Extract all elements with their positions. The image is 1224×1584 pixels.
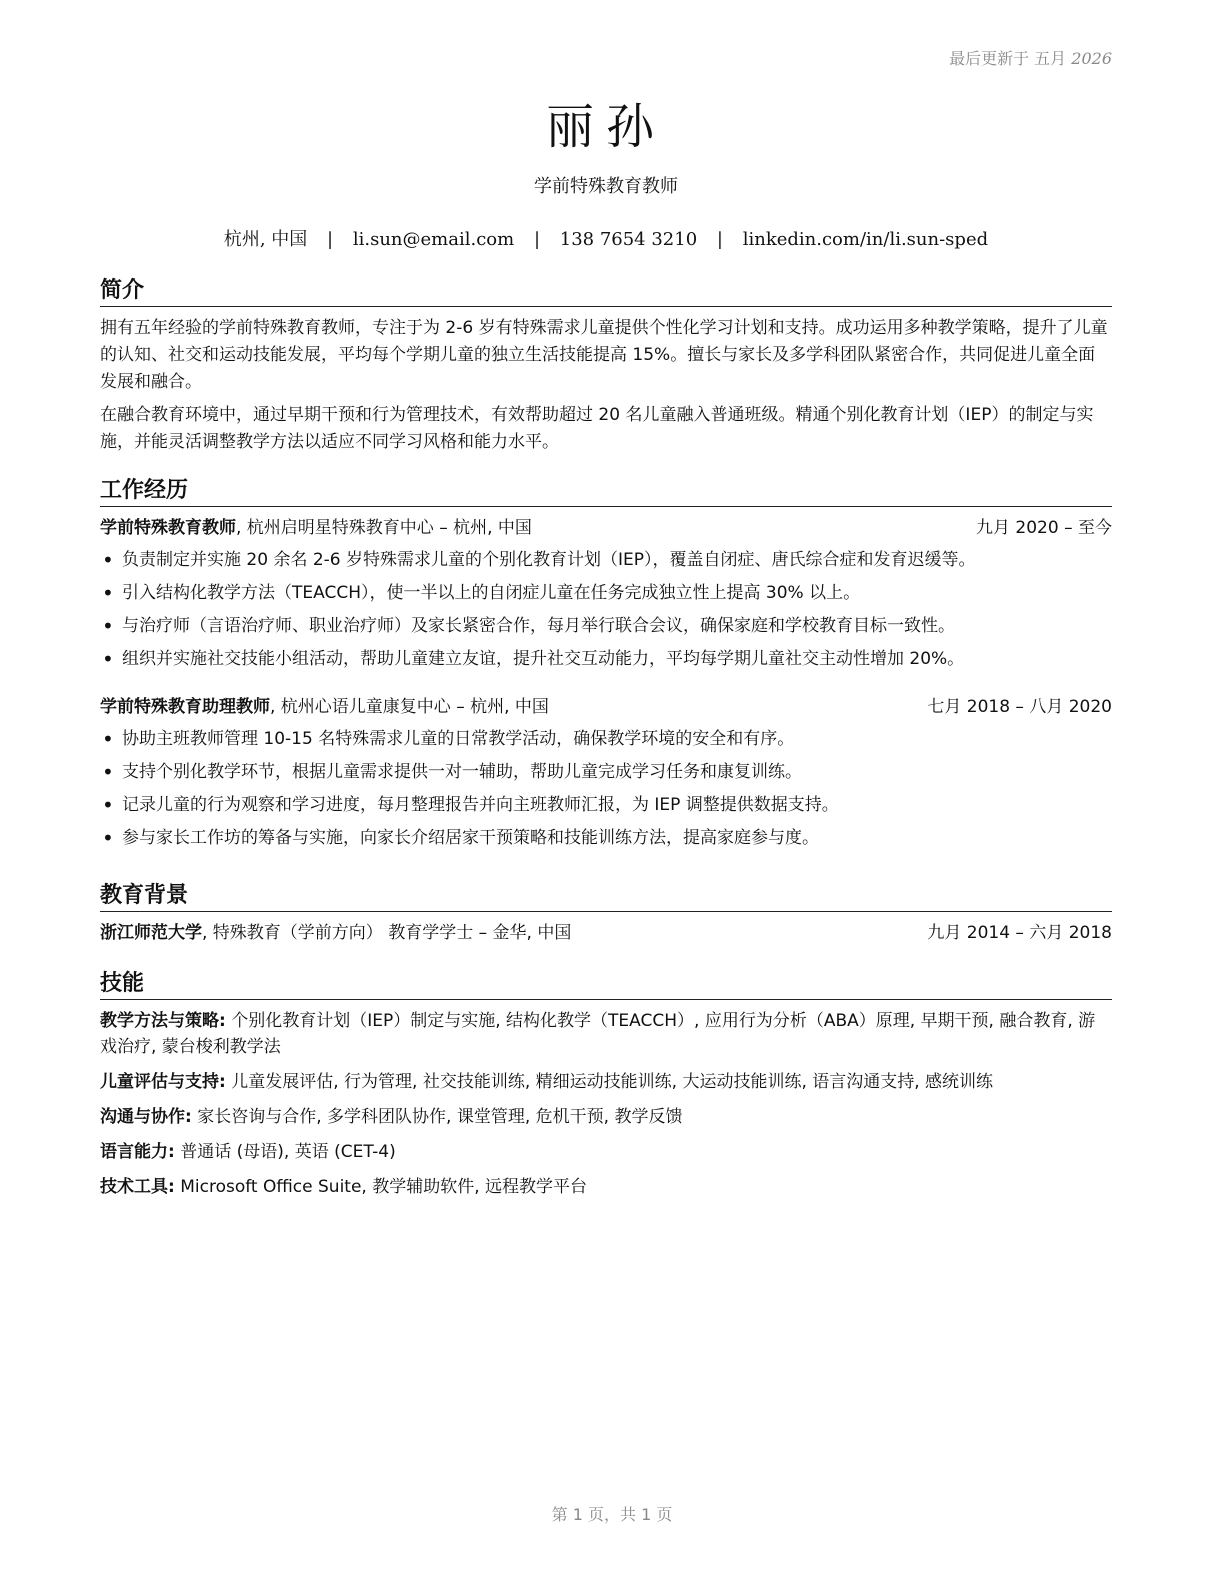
experience-section bbox=[100, 476, 1112, 855]
education-section bbox=[100, 881, 1112, 946]
contact-phone: 138 7654 3210 bbox=[559, 229, 698, 250]
job-dates: 九月 2020 – 至今 bbox=[976, 518, 1112, 538]
skill-row bbox=[100, 1069, 1112, 1095]
job-role: 学前特殊教育助理教师 bbox=[100, 697, 270, 717]
education-dates: 九月 2014 – 六月 2018 bbox=[927, 923, 1112, 943]
last-updated-prefix: 最后更新于 五月 bbox=[949, 49, 1067, 68]
skill-row bbox=[100, 1104, 1112, 1130]
bullet-item: • 引入结构化教学方法（TEACCH），使一半以上的自闭症儿童在任务完成独立性上提高 30% 以上。 bbox=[100, 577, 1112, 610]
contact-email[interactable]: li.sun@email.com bbox=[352, 229, 515, 250]
skill-value: 儿童发展评估, 行为管理, 社交技能训练, 精细运动技能训练, 大运动技能训练, 语言沟通支持, 感统训练 bbox=[225, 1072, 994, 1092]
bullet-item: • 负责制定并实施 20 余名 2-6 岁特殊需求儿童的个别化教育计划（IEP），覆盖自闭症、唐氏综合症和发育迟缓等。 bbox=[100, 544, 1112, 577]
section-title: 技能 bbox=[100, 969, 1112, 1000]
job-bullets bbox=[100, 544, 1112, 676]
bullet-item: • 记录儿童的行为观察和学习进度，每月整理报告并向主班教师汇报，为 IEP 调整提供数据支持。 bbox=[100, 789, 1112, 822]
skills-section bbox=[100, 969, 1112, 1209]
bullet-item: • 支持个别化教学环节，根据儿童需求提供一对一辅助，帮助儿童完成学习任务和康复训练。 bbox=[100, 756, 1112, 789]
education-line bbox=[100, 920, 571, 946]
skill-row bbox=[100, 1139, 1112, 1165]
skill-label: 沟通与协作: bbox=[100, 1107, 192, 1127]
job-org: , 杭州启明星特殊教育中心 – 杭州, 中国 bbox=[236, 518, 532, 538]
job-title-line bbox=[100, 694, 549, 720]
person-name: 丽孙 bbox=[545, 99, 666, 155]
last-updated bbox=[949, 46, 1112, 69]
education-entry bbox=[100, 920, 1112, 946]
skill-label: 教学方法与策略: bbox=[100, 1011, 226, 1031]
bullet-item: • 协助主班教师管理 10-15 名特殊需求儿童的日常教学活动，确保教学环境的安全和有序。 bbox=[100, 723, 1112, 756]
contact-separator: | bbox=[716, 229, 723, 250]
page-footer: 第 1 页，共 1 页 bbox=[551, 1505, 673, 1524]
skill-value: Microsoft Office Suite, 教学辅助软件, 远程教学平台 bbox=[174, 1177, 588, 1197]
last-updated-year: 2026 bbox=[1071, 49, 1112, 68]
skill-value: 家长咨询与合作, 多学科团队协作, 课堂管理, 危机干预, 教学反馈 bbox=[191, 1107, 683, 1127]
section-title: 工作经历 bbox=[100, 476, 1112, 507]
contact-location: 杭州, 中国 bbox=[223, 229, 308, 250]
skill-label: 语言能力: bbox=[100, 1142, 175, 1162]
summary-paragraph: 拥有五年经验的学前特殊教育教师，专注于为 2-6 岁有特殊需求儿童提供个性化学习计划和支持。成功运用多种教学策略，提升了儿童的认知、社交和运动技能发展，平均每个学期儿童的独立生活技能提高 15%。擅长与家长及多学科团队紧密合作，共同促进儿童全面发展和融合。 bbox=[100, 318, 1108, 392]
job-entry bbox=[100, 515, 1112, 676]
job-org: , 杭州心语儿童康复中心 – 杭州, 中国 bbox=[270, 697, 549, 717]
skill-row bbox=[100, 1008, 1112, 1060]
job-header bbox=[100, 515, 1112, 541]
contact-line bbox=[100, 225, 1112, 251]
skill-label: 儿童评估与支持: bbox=[100, 1072, 226, 1092]
section-title: 教育背景 bbox=[100, 881, 1112, 912]
education-detail: , 特殊教育（学前方向） 教育学学士 – 金华, 中国 bbox=[202, 923, 572, 943]
section-title: 简介 bbox=[100, 276, 1112, 307]
job-header bbox=[100, 694, 1112, 720]
skill-value: 普通话 (母语), 英语 (CET-4) bbox=[174, 1142, 396, 1162]
bullet-item: • 组织并实施社交技能小组活动，帮助儿童建立友谊，提升社交互动能力，平均每学期儿童社交主动性增加 20%。 bbox=[100, 643, 1112, 676]
skill-value: 个别化教育计划（IEP）制定与实施, 结构化教学（TEACCH）, 应用行为分析（ABA）原理, 早期干预, 融合教育, 游戏治疗, 蒙台梭利教学法 bbox=[100, 1011, 1096, 1057]
bullet-item: • 与治疗师（言语治疗师、职业治疗师）及家长紧密合作，每月举行联合会议，确保家庭和学校教育目标一致性。 bbox=[100, 610, 1112, 643]
education-school: 浙江师范大学 bbox=[100, 923, 202, 943]
contact-linkedin[interactable]: linkedin.com/in/li.sun-sped bbox=[742, 229, 989, 250]
job-dates: 七月 2018 – 八月 2020 bbox=[927, 697, 1112, 717]
job-entry bbox=[100, 694, 1112, 855]
job-bullets bbox=[100, 723, 1112, 855]
skill-label: 技术工具: bbox=[100, 1177, 175, 1197]
job-title-line bbox=[100, 515, 532, 541]
summary-section bbox=[100, 276, 1112, 462]
job-role: 学前特殊教育教师 bbox=[100, 518, 236, 538]
summary-paragraph: 在融合教育环境中，通过早期干预和行为管理技术，有效帮助超过 20 名儿童融入普通班级。精通个别化教育计划（IEP）的制定与实施，并能灵活调整教学方法以适应不同学习风格和能力水平。 bbox=[100, 405, 1094, 452]
headline: 学前特殊教育教师 bbox=[534, 176, 678, 197]
contact-separator: | bbox=[533, 229, 541, 250]
contact-separator: | bbox=[327, 229, 334, 250]
skill-row bbox=[100, 1174, 1112, 1200]
bullet-item: • 参与家长工作坊的筹备与实施，向家长介绍居家干预策略和技能训练方法，提高家庭参与度。 bbox=[100, 822, 1112, 855]
resume-page bbox=[100, 0, 1112, 1584]
